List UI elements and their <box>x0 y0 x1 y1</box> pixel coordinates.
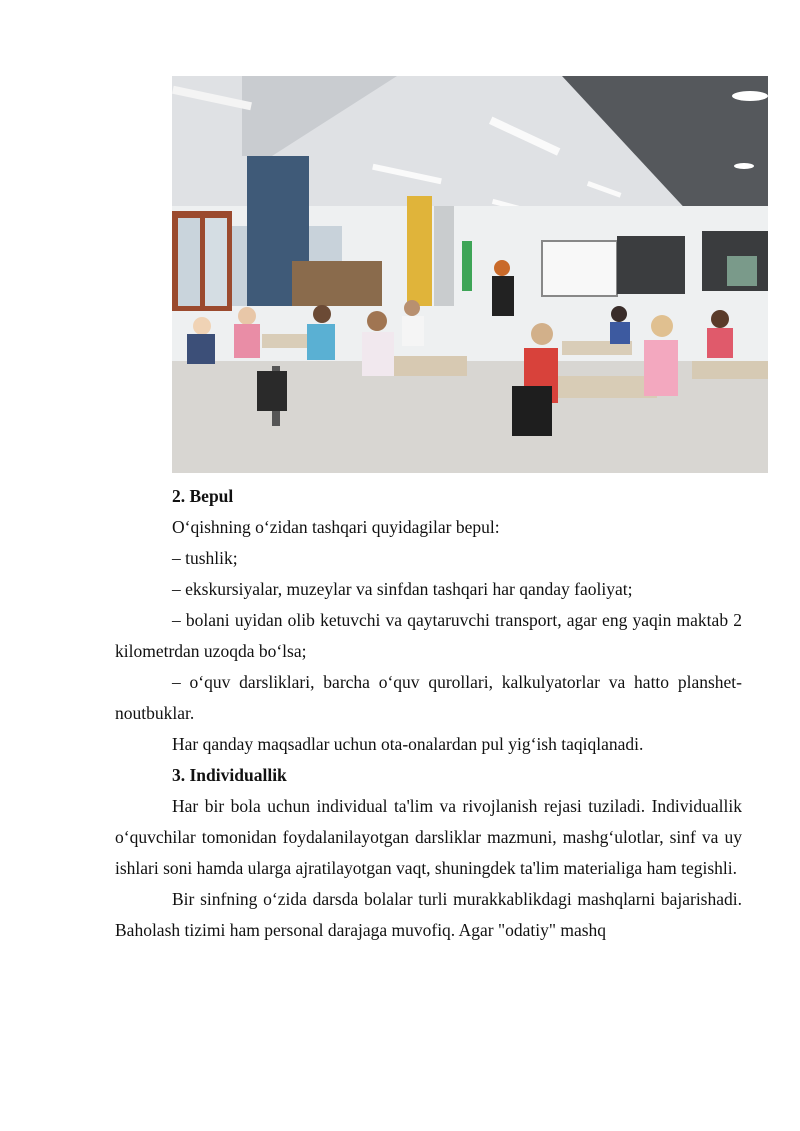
section-heading-individuallik: 3. Individuallik <box>172 765 287 785</box>
list-item: – tushlik; <box>172 548 238 568</box>
classroom-photo <box>172 76 768 473</box>
list-item: – bolani uyidan olib ketuvchi va qaytaruvchi transport, agar eng yaqin maktab 2 kilometrdan uzoqda bo‘lsa; <box>115 610 742 661</box>
paragraph: Har bir bola uchun individual ta'lim va rivojlanish rejasi tuziladi. Individuallik o‘quvchilar tomonidan foydalanilayotgan darsliklar mazmuni, mashg‘ulotlar, sinf va uy ishlari soni hamda ularga ajratilayotgan vaqt, shuningdek ta'lim materialiga ham tegishli. <box>115 796 742 878</box>
document-body <box>115 481 742 946</box>
paragraph: Bir sinfning o‘zida darsda bolalar turli murakkablikdagi mashqlarni bajarishadi. Baholash tizimi ham personal darajaga muvofiq. Agar "odatiy" mashq <box>115 889 742 940</box>
list-item: – ekskursiyalar, muzeylar va sinfdan tashqari har qanday faoliyat; <box>172 579 633 599</box>
list-item: – o‘quv darsliklari, barcha o‘quv qurollari, kalkulyatorlar va hatto planshet-noutbuklar. <box>115 672 742 723</box>
paragraph-intro: O‘qishning o‘zidan tashqari quyidagilar bepul: <box>172 517 500 537</box>
section-heading-bepul: 2. Bepul <box>172 486 234 506</box>
paragraph-closing: Har qanday maqsadlar uchun ota-onalardan pul yig‘ish taqiqlanadi. <box>172 734 644 754</box>
classroom-illustration <box>172 76 768 473</box>
